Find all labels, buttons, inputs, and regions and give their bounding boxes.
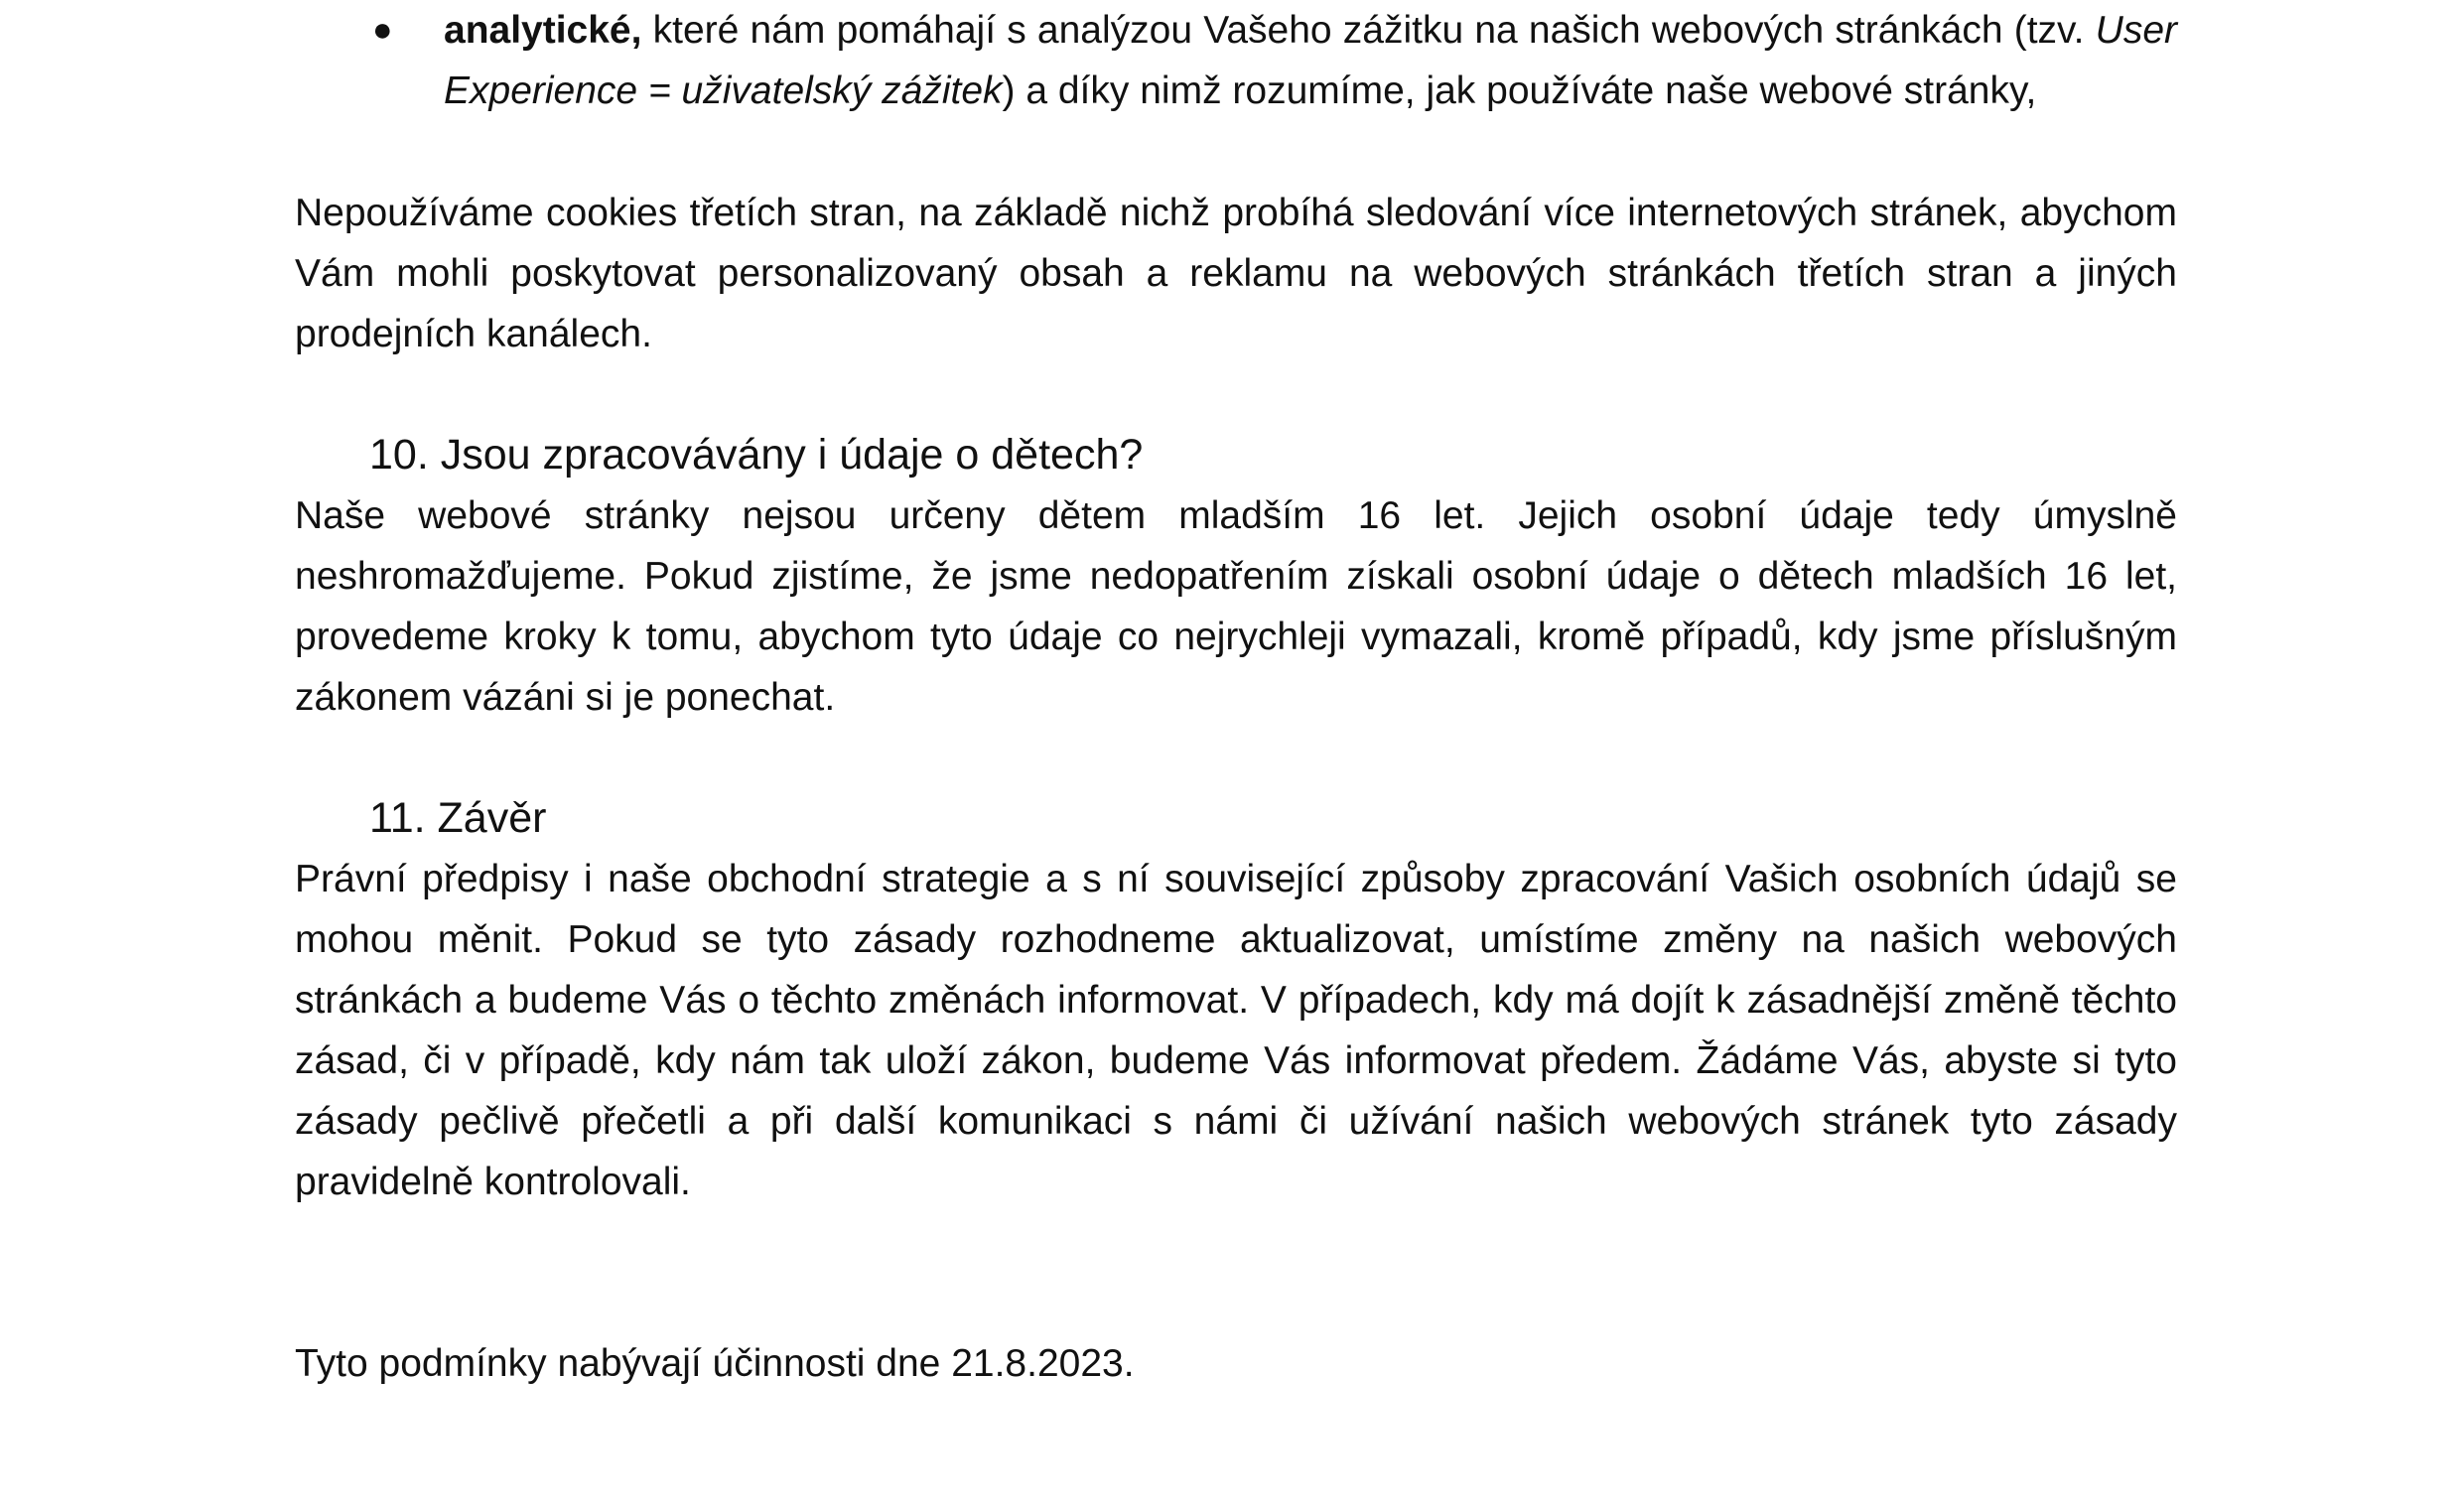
section-10-body: Naše webové stránky nejsou určeny dětem mladším 16 let. Jejich osobní údaje tedy úmyslně neshromažďujeme. Pokud zjistíme, že jsme nedopatřením získali osobní údaje o dětech mladších 16 let, provedeme kroky k tomu, abychom tyto údaje co nejrychleji vymazali, kromě případů, kdy jsme příslušným zákonem vázáni si je ponechat.: [295, 494, 2177, 719]
bullet-bold-term: analytické,: [444, 9, 642, 52]
bullet-text-2: ) a díky nimž rozumíme, jak používáte naše webové stránky,: [1002, 69, 2037, 112]
bullet-italic-text: User Experience = uživatelský zážitek: [444, 9, 2177, 112]
spacer: [295, 728, 2177, 788]
bullet-analytics: [295, 0, 2177, 121]
section-11-body: Právní předpisy i naše obchodní strategie a s ní související způsoby zpracování Vašich osobních údajů se mohou měnit. Pokud se tyto zásady rozhodneme aktualizovat, umístíme změny na našich webových stránkách a budeme Vás o těchto změnách informovat. V případech, kdy má dojít k zásadnější změně těchto zásad, či v případě, kdy nám tak uloží zákon, budeme Vás informovat předem. Žádáme Vás, abyste si tyto zásady pečlivě přečetli a při další komunikaci s námi či užívání našich webových stránek tyto zásady pravidelně kontrolovali.: [295, 858, 2177, 1203]
spacer: [295, 364, 2177, 425]
spacer: [295, 121, 2177, 183]
section-11-heading: 11. Závěr: [369, 794, 547, 842]
document-content: [295, 0, 2177, 1394]
effective-date: Tyto podmínky nabývají účinnosti dne 21.8.2023.: [295, 1342, 1135, 1385]
bullet-text-1: které nám pomáhají s analýzou Vašeho zážitku na našich webových stránkách (tzv.: [641, 9, 2096, 52]
section-10-heading: 10. Jsou zpracovávány i údaje o dětech?: [369, 431, 1144, 479]
spacer: [295, 1212, 2177, 1333]
bullet-dot-icon: ●: [372, 11, 393, 49]
paragraph-third-party-cookies: Nepoužíváme cookies třetích stran, na základě nichž probíhá sledování více internetových stránek, abychom Vám mohli poskytovat personalizovaný obsah a reklamu na webových stránkách třetích stran a jiných prodejních kanálech.: [295, 192, 2177, 355]
